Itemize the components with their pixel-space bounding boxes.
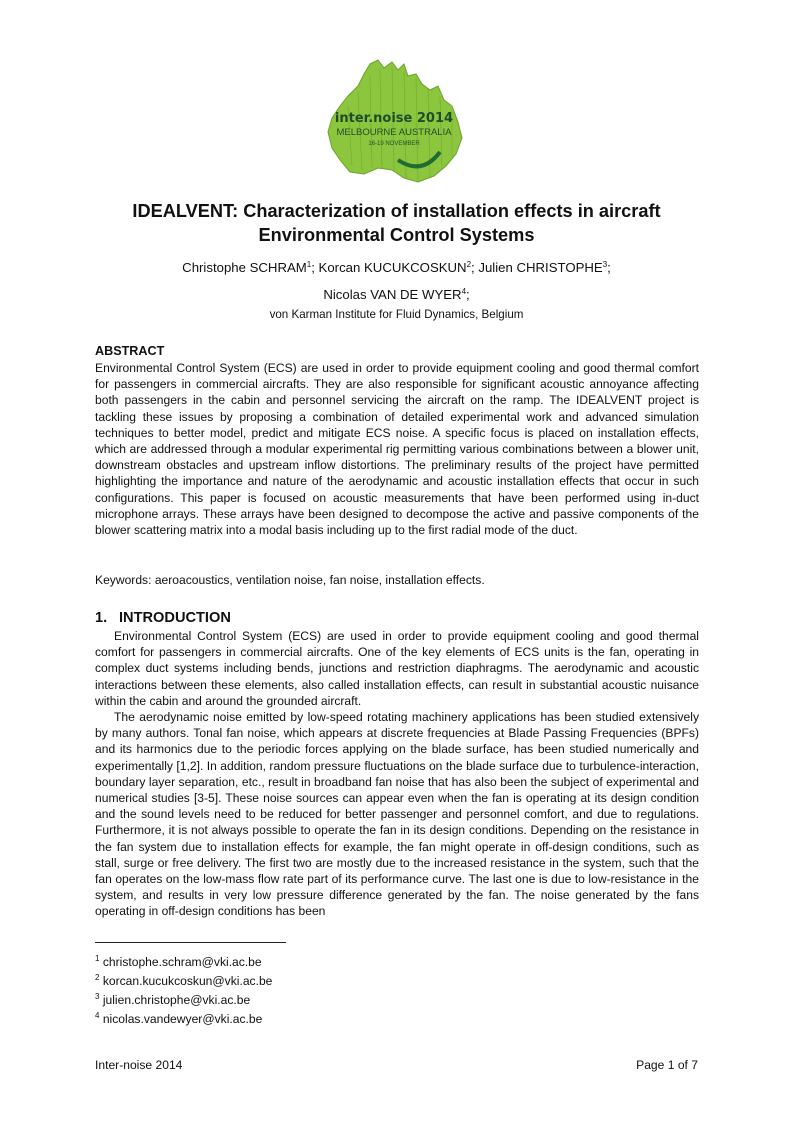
australia-map-icon	[318, 56, 470, 192]
author-4-sep: ;	[466, 287, 470, 302]
footnote-3	[95, 991, 272, 1010]
paper-title-line-1: IDEALVENT: Characterization of installation effects in aircraft	[132, 201, 661, 221]
introduction-body	[95, 628, 699, 920]
author-1-footnote-mark: 1	[306, 260, 312, 269]
footnotes	[95, 953, 272, 1029]
author-line-1	[60, 257, 733, 279]
author-4: Nicolas VAN DE WYER	[323, 287, 462, 302]
abstract-text: Environmental Control System (ECS) are used in order to provide equipment cooling and good thermal comfort for passengers in commercial aircrafts. They are also responsible for significant acoustic annoyance affecting both passengers in the cabin and personnel servicing the aircraft on the ramp. The IDEALVENT project is tackling these issues by proposing a combination of detailed experimental work and advanced simulation techniques to better model, predict and mitigate ECS noise. A specific focus is placed on installation effects, which are addressed through a modular experimental rig permitting various combinations between a blower unit, downstream obstacles and upstream inflow distortions. The preliminary results of the project have permitted highlighting the importance and nature of the aerodynamic and acoustic installation effects that occur in such configurations. This paper is focused on acoustic measurements that have been performed using in-duct microphone arrays. These arrays have been designed to decompose the active and passive components of the blower scattering matrix into a modal basis including up to the first radial mode of the duct.	[95, 361, 699, 538]
keywords	[95, 572, 699, 588]
footnote-1-email[interactable]: christophe.schram@vki.ac.be	[102, 955, 262, 969]
paper-title	[60, 199, 733, 247]
author-line-2	[60, 284, 733, 306]
footnote-2	[95, 972, 272, 991]
author-2: ; Korcan KUCUKCOSKUN	[311, 260, 467, 275]
abstract-body	[95, 360, 699, 538]
author-4-footnote-mark: 4	[461, 287, 467, 296]
section-title: INTRODUCTION	[119, 610, 231, 626]
footer-conference: Inter-noise 2014	[95, 1058, 183, 1072]
footnote-2-email[interactable]: korcan.kucukcoskun@vki.ac.be	[102, 974, 273, 988]
footnote-1-mark: 1	[95, 954, 100, 963]
affiliation: von Karman Institute for Fluid Dynamics, Belgium	[269, 308, 524, 321]
author-3-sep: ;	[607, 260, 611, 275]
author-3-footnote-mark: 3	[602, 260, 608, 269]
paper-title-line-2: Environmental Control Systems	[258, 225, 535, 245]
conference-logo	[318, 56, 470, 192]
footnote-1	[95, 953, 272, 972]
intro-paragraph-2: The aerodynamic noise emitted by low-speed rotating machinery applications has been studied extensively by many authors. Tonal fan noise, which appears at discrete frequencies at Blade Passing Frequencies (BPFs) and its harmonics due to the periodic forces applying on the blade surface, has been studied numerically and experimentally [1,2]. In addition, random pressure fluctuations on the blade surface due to turbulence-interaction, boundary layer separation, etc., result in broadband fan noise that has also been the subject of experimental and numerical studies [3-5]. These noise sources can appear even when the fan is operating at its design condition and the sound levels need to be reduced for better passenger and personnel comfort, and due to regulations. Furthermore, it is not always possible to operate the fan in its design conditions. Depending on the resistance in the fan system due to installation effects for example, the fan might operate in off-design conditions, such as stall, surge or free delivery. The first two are mostly due to the increased resistance in the system, such that the fan operates on the low-mass flow rate part of its performance curve. The last one is due to low-resistance in the system, and results in very low pressure difference generated by the fan. The noise generated by the fans operating in off-design conditions has been	[95, 710, 699, 919]
intro-paragraph-1: Environmental Control System (ECS) are used in order to provide equipment cooling and good thermal comfort for passengers in commercial aircrafts. One of the key elements of ECS units is the fan, operating in complex duct systems including bends, junctions and restriction diaphragms. The aerodynamic and acoustic interactions between these elements, also called installation effects, can result in substantial acoustic nuisance within the cabin and around the grounded aircraft.	[95, 629, 699, 708]
footnote-4-email[interactable]: nicolas.vandewyer@vki.ac.be	[102, 1012, 263, 1026]
footnote-3-email[interactable]: julien.christophe@vki.ac.be	[102, 993, 251, 1007]
footer-page-number: Page 1 of 7	[636, 1058, 698, 1072]
footnote-3-mark: 3	[95, 992, 100, 1001]
keywords-text: Keywords: aeroacoustics, ventilation noise, fan noise, installation effects.	[95, 573, 485, 587]
logo-title: inter.noise 2014	[334, 111, 454, 126]
logo-dates: 16-19 NOVEMBER	[368, 141, 420, 147]
footnote-2-mark: 2	[95, 973, 100, 982]
section-heading-introduction	[95, 610, 231, 626]
author-1: Christophe SCHRAM	[182, 260, 307, 275]
author-list	[60, 257, 733, 306]
abstract-heading: ABSTRACT	[95, 344, 165, 358]
footnote-4	[95, 1010, 272, 1029]
footnote-divider	[95, 942, 286, 943]
section-number: 1.	[95, 610, 108, 626]
author-3: ; Julien CHRISTOPHE	[471, 260, 603, 275]
logo-location: MELBOURNE AUSTRALIA	[336, 127, 452, 138]
author-2-footnote-mark: 2	[466, 260, 472, 269]
footnote-4-mark: 4	[95, 1011, 100, 1020]
